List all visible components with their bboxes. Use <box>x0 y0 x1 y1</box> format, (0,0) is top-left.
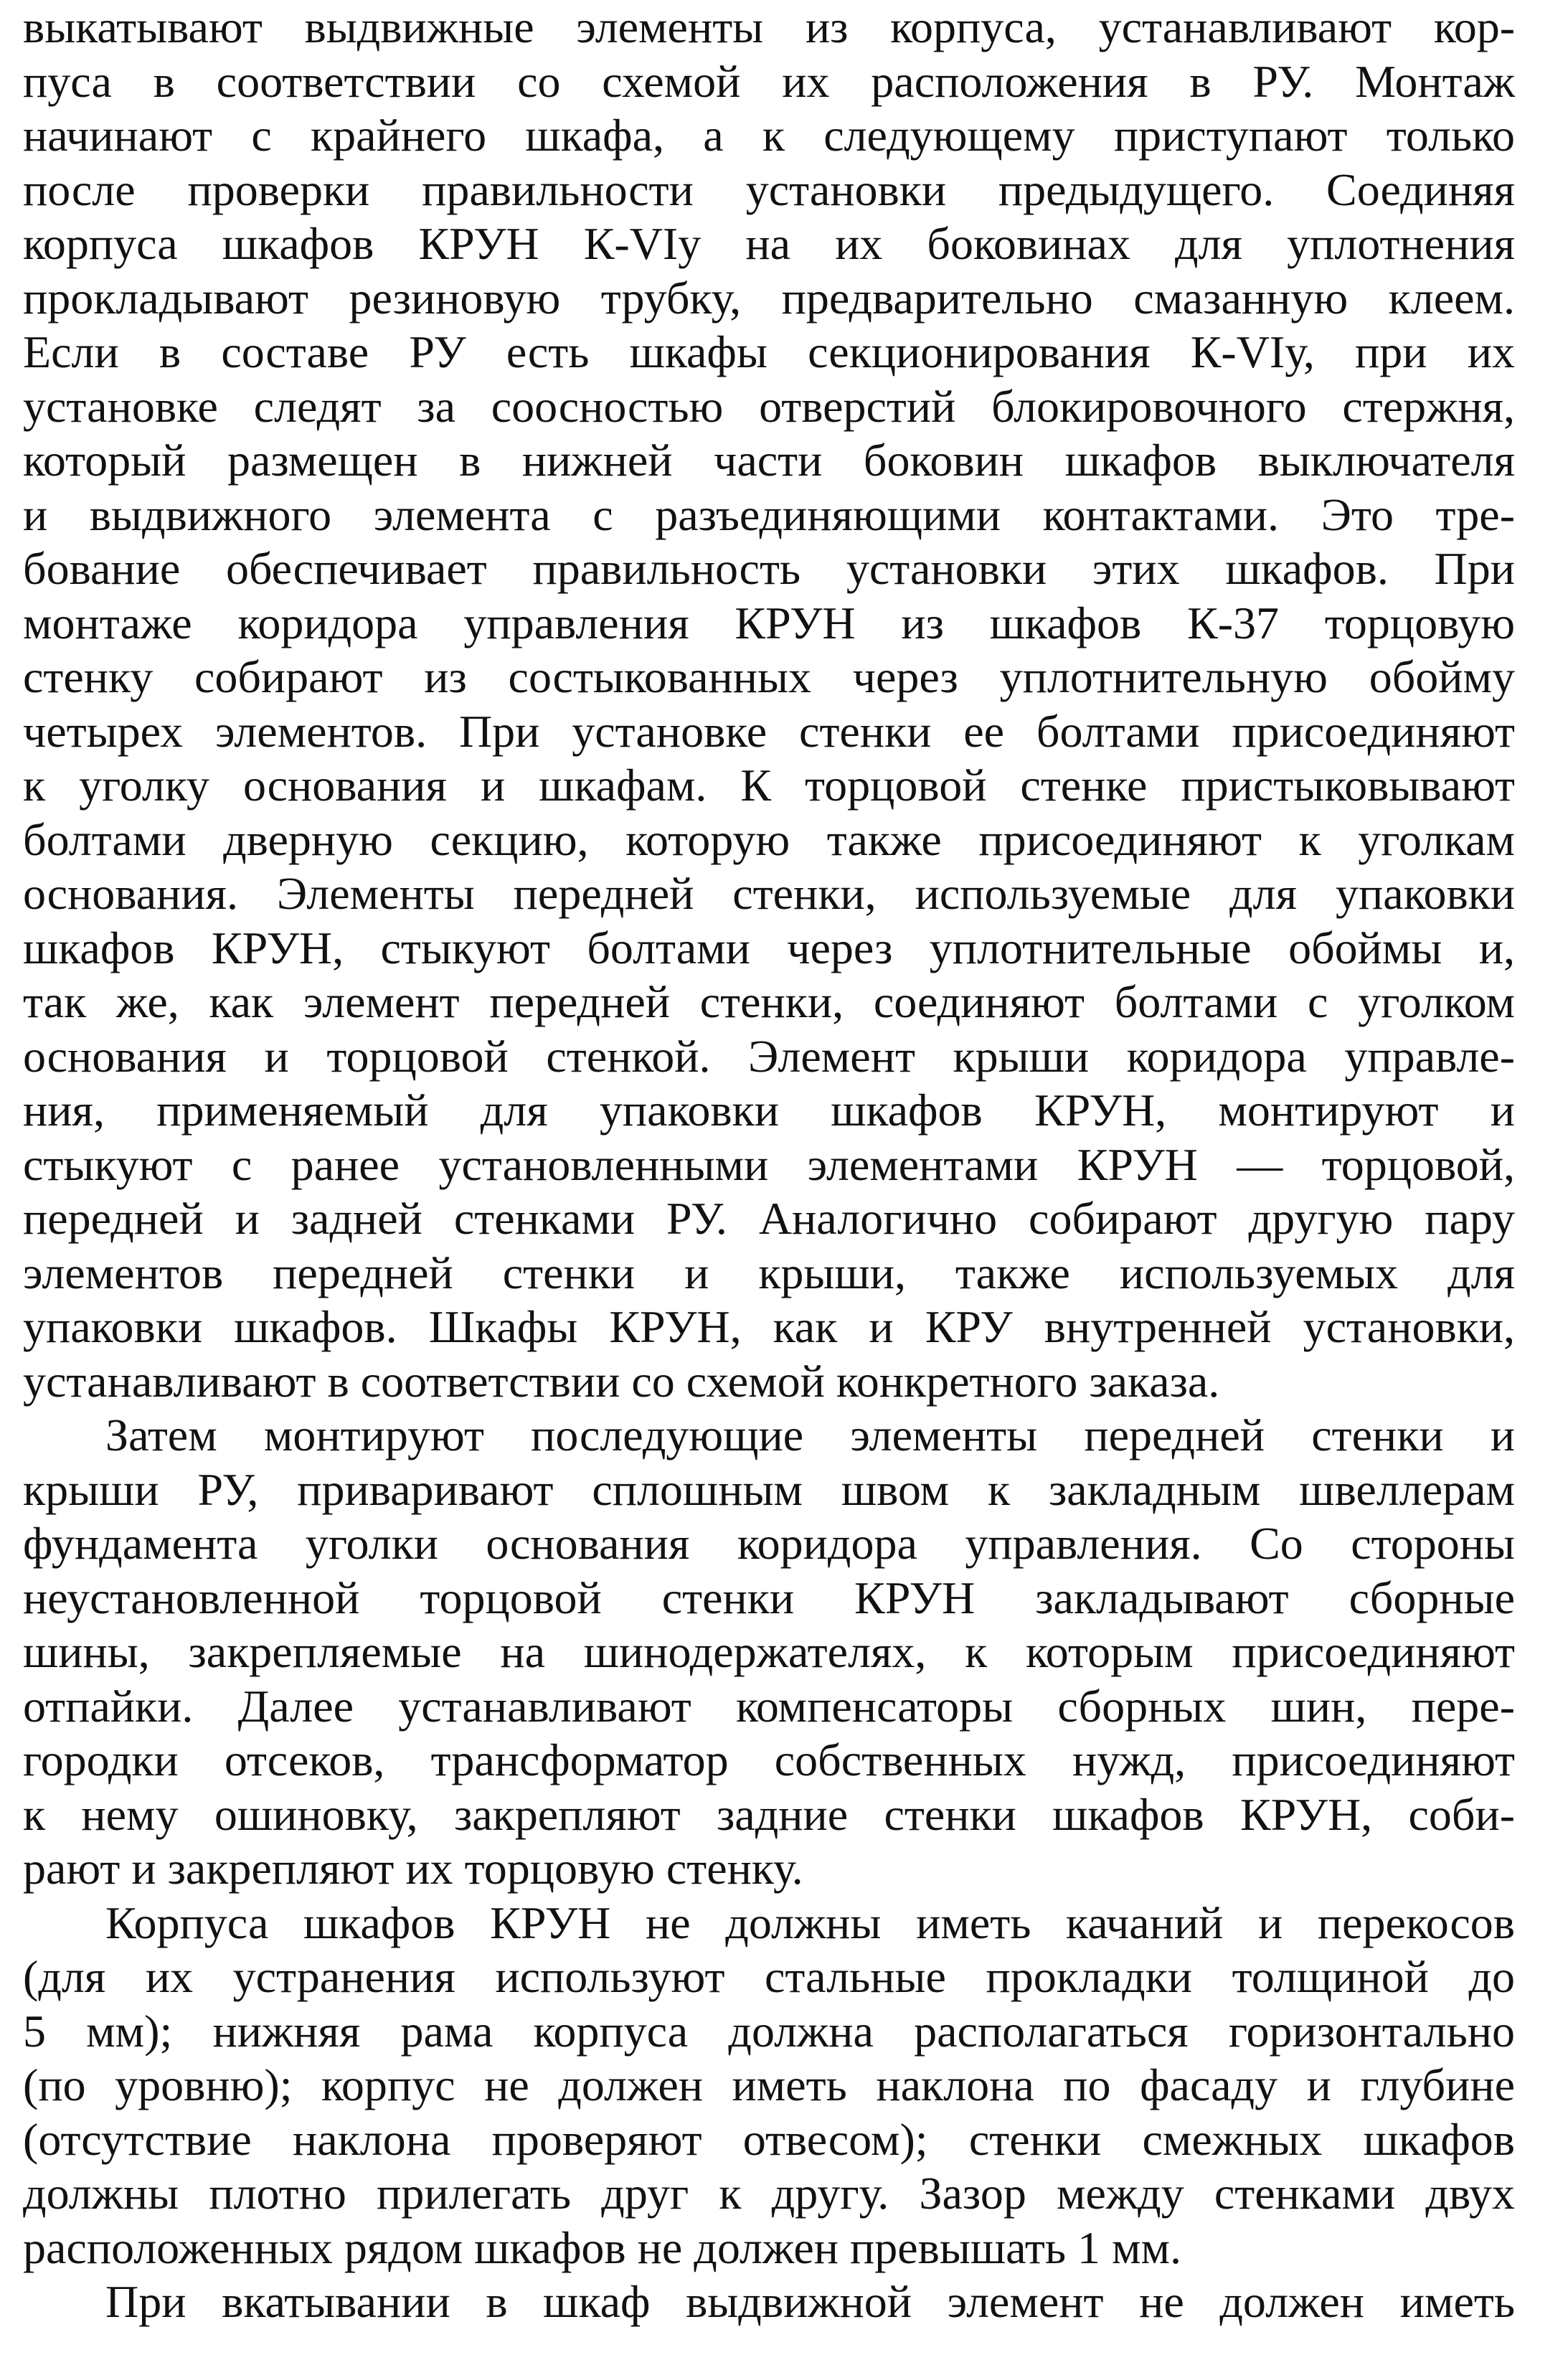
text-line: отпайки. Далее устанавливают компенсаторы сборных шин, пере- <box>23 1680 1515 1732</box>
text-line: При вкатывании в шкаф выдвижной элемент не должен иметь <box>105 2276 1515 2327</box>
text-line: бование обеспечивает правильность установки этих шкафов. При <box>23 543 1515 594</box>
paragraph-4 <box>23 2275 1515 2329</box>
text-line: шины, закрепляемые на шинодержателях, к которым присоединяют <box>23 1626 1515 1677</box>
text-line: городки отсеков, трансформатор собственных нужд, присоединяют <box>23 1734 1515 1785</box>
text-column <box>23 0 1515 2329</box>
text-line: прокладывают резиновую трубку, предварительно смазанную клеем. <box>23 272 1515 324</box>
text-line: (отсутствие наклона проверяют отвесом); стенки смежных шкафов <box>23 2113 1515 2165</box>
text-line: так же, как элемент передней стенки, соединяют болтами с уголком <box>23 976 1515 1027</box>
text-line: корпуса шкафов КРУН К-VIу на их боковинах для уплотнения <box>23 218 1515 269</box>
text-line: должны плотно прилегать друг к другу. Зазор между стенками двух <box>23 2168 1515 2219</box>
text-line: передней и задней стенками РУ. Аналогично собирают другую пару <box>23 1193 1515 1244</box>
text-line: пуса в соответствии со схемой их расположения в РУ. Монтаж <box>23 55 1515 107</box>
text-line: 5 мм); нижняя рама корпуса должна располагаться горизонтально <box>23 2005 1515 2057</box>
text-line: начинают с крайнего шкафа, а к следующему приступают только <box>23 110 1515 161</box>
paragraph-3 <box>23 1896 1515 2275</box>
text-line: и выдвижного элемента с разъединяющими контактами. Это тре- <box>23 488 1515 540</box>
text-line: крыши РУ, приваривают сплошным швом к закладным швеллерам <box>23 1463 1515 1515</box>
text-line: основания и торцовой стенкой. Элемент крыши коридора управле- <box>23 1030 1515 1082</box>
text-line: Если в составе РУ есть шкафы секционирования К-VIу, при их <box>23 326 1515 377</box>
text-line: фундамента уголки основания коридора управления. Со стороны <box>23 1518 1515 1569</box>
text-line: к нему ошиновку, закрепляют задние стенки шкафов КРУН, соби- <box>23 1788 1515 1840</box>
text-line: рают и закрепляют их торцовую стенку. <box>23 1843 803 1894</box>
text-line: элементов передней стенки и крыши, также используемых для <box>23 1247 1515 1298</box>
text-line: (по уровню); корпус не должен иметь наклона по фасаду и глубине <box>23 2059 1515 2110</box>
text-line: ния, применяемый для упаковки шкафов КРУН, монтируют и <box>23 1085 1515 1136</box>
text-line: основания. Элементы передней стенки, используемые для упаковки <box>23 868 1515 919</box>
text-line: который размещен в нижней части боковин шкафов выключателя <box>23 435 1515 486</box>
text-line: устанавливают в соответствии со схемой конкретного заказа. <box>23 1355 1220 1407</box>
text-line: Затем монтируют последующие элементы передней стенки и <box>105 1410 1515 1460</box>
text-line: шкафов КРУН, стыкуют болтами через уплотнительные обоймы и, <box>23 922 1515 973</box>
paragraph-1 <box>23 0 1515 1408</box>
paragraph-2 <box>23 1408 1515 1896</box>
text-line: выкатывают выдвижные элементы из корпуса, устанавливают кор- <box>23 1 1515 52</box>
text-line: (для их устранения используют стальные прокладки толщиной до <box>23 1951 1515 2002</box>
text-line: к уголку основания и шкафам. К торцовой стенке пристыковывают <box>23 760 1515 811</box>
text-line: установке следят за соосностью отверстий блокировочного стержня, <box>23 380 1515 432</box>
text-line: стыкуют с ранее установленными элементами КРУН — торцовой, <box>23 1138 1515 1190</box>
text-line: после проверки правильности установки предыдущего. Соединяя <box>23 164 1515 215</box>
text-line: неустановленной торцовой стенки КРУН закладывают сборные <box>23 1572 1515 1623</box>
text-line: болтами дверную секцию, которую также присоединяют к уголкам <box>23 813 1515 865</box>
text-line: расположенных рядом шкафов не должен превышать 1 мм. <box>23 2222 1182 2273</box>
text-line: четырех элементов. При установке стенки ее болтами присоединяют <box>23 705 1515 757</box>
text-line: стенку собирают из состыкованных через уплотнительную обойму <box>23 651 1515 702</box>
text-line: монтаже коридора управления КРУН из шкафов К-37 торцовую <box>23 597 1515 648</box>
text-line: упаковки шкафов. Шкафы КРУН, как и КРУ внутренней установки, <box>23 1301 1515 1352</box>
text-line: Корпуса шкафов КРУН не должны иметь качаний и перекосов <box>105 1897 1515 1948</box>
